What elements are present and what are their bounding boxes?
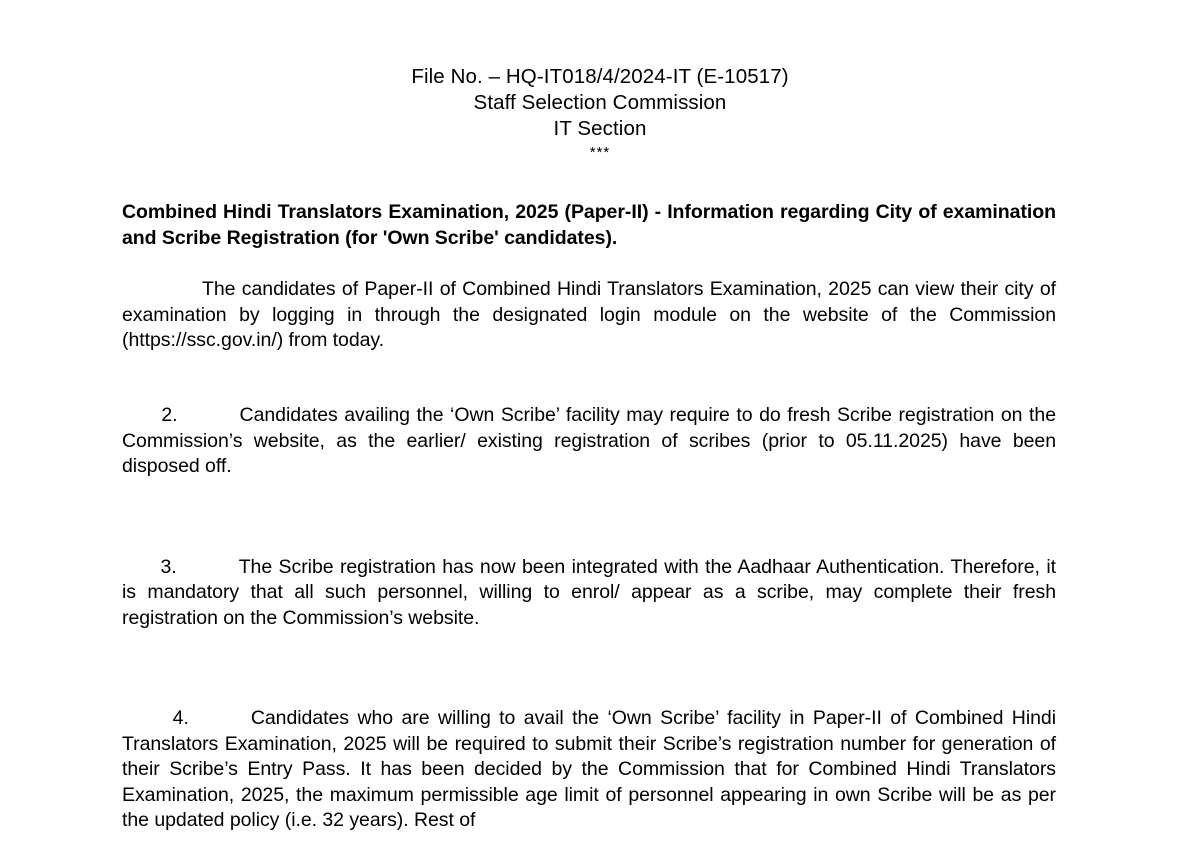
document-title: Combined Hindi Translators Examination, 2025 (Paper-II) - Information regarding City of examination and Scribe Registration (for 'Own Scribe' candidates).: [122, 200, 1056, 251]
organization-name: Staff Selection Commission: [0, 90, 1200, 116]
paragraph-3-number: 3.: [161, 556, 177, 578]
section-name: IT Section: [0, 116, 1200, 142]
header-separator: ***: [0, 143, 1200, 163]
paragraph-4-number: 4.: [173, 707, 189, 729]
paragraph-2: [122, 378, 1056, 506]
paragraph-3-text: The Scribe registration has now been integrated with the Aadhaar Authentication. Therefore, it is mandatory that all such personnel, willing to enrol/ appear as a scribe, may complete their fresh registration on the Commission’s website.: [122, 556, 1061, 629]
paragraph-3: [122, 529, 1056, 657]
paragraph-4-text: Candidates who are willing to avail the ‘Own Scribe’ facility in Paper-II of Combined Hindi Translators Examination, 2025 will be required to submit their Scribe’s registration number for generation of their Scribe’s Entry Pass. It has been decided by the Commission that for Combined Hindi Translators Examination, 2025, the maximum permissible age limit of personnel appearing in own Scribe will be as per the updated policy (i.e. 32 years). Rest of: [122, 707, 1061, 831]
paragraph-2-number: 2.: [161, 404, 177, 426]
paragraph-1: The candidates of Paper-II of Combined Hindi Translators Examination, 2025 can view their city of examination by logging in through the designated login module on the website of the Commission (https://ssc.gov.in/) from today.: [122, 277, 1056, 354]
paragraph-2-text: Candidates availing the ‘Own Scribe’ facility may require to do fresh Scribe registration on the Commission’s website, as the earlier/ existing registration of scribes (prior to 05.11.2025) have been disposed off.: [122, 404, 1061, 477]
document-header: [0, 0, 1200, 163]
paragraph-4: [122, 681, 1056, 859]
document-body: [122, 200, 1056, 859]
file-number-line: File No. – HQ-IT018/4/2024-IT (E-10517): [0, 64, 1200, 90]
